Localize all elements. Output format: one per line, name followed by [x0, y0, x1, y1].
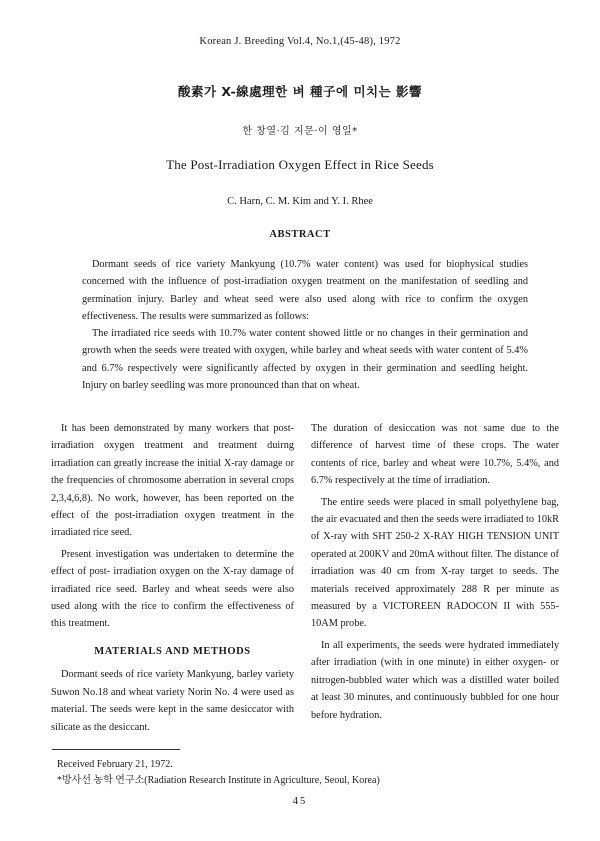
methods-paragraph-1: Dormant seeds of rice variety Mankyung, barley variety Suwon No.18 and wheat variety Norin No. 4 were used as material. The seeds were kept in the same desiccator with silicate as the desiccant.: [51, 669, 294, 733]
english-authors: C. Harn, C. M. Kim and Y. I. Rhee: [227, 196, 373, 207]
page-number: 45: [292, 796, 308, 807]
intro-paragraph-2: Present investigation was undertaken to determine the effect of post- irradiation oxygen on the X-ray damage of irradiated rice seed. Barley and wheat seeds were also used along with the rice to confirm the effectiveness of this treatment.: [51, 548, 294, 630]
abstract-block: [82, 256, 528, 394]
methods-paragraph-2: The duration of desiccation was not same due to the difference of harvest time of these crops. The water contents of rice, barley and wheat were 10.7%, 5.4%, and 6.7% respectively at the time of irradiation.: [311, 423, 559, 487]
abstract-heading: ABSTRACT: [269, 229, 331, 240]
intro-paragraph-1: It has been demonstrated by many workers that post-irradiation oxygen treatment and treatment duirng irradiation can greatly increase the initial X-ray damage or the frequencies of chromosome aberration in several crops 2,3,4,6,8). No work, however, has been reported on the effect of the post-irradiation oxygen treatment in the irradiated rice seed.: [51, 423, 294, 539]
korean-title: 酸素가 X-線處理한 벼 種子에 미치는 影響: [177, 84, 423, 99]
abstract-paragraph-2: The irradiated rice seeds with 10.7% water content showed little or no changes in their germination and growth when the seeds were treated with oxygen, while barley and wheat seeds with water content of 5.4% and 6.7% respectively were significantly affected by oxygen in their germination and seedling height. Injury on barley seedling was more pronounced than that on wheat.: [82, 328, 528, 392]
methods-heading: MATERIALS AND METHODS: [94, 645, 251, 657]
abstract-paragraph-1: Dormant seeds of rice variety Mankyung (10.7% water content) was used for biophysical studies concerned with the influence of post-irradiation oxygen treatment on the manifestation of seedling and germination injury. Barley and wheat seed were also used along with rice to confirm the oxygen effectiveness. The results were summarized as follows:: [82, 259, 528, 322]
footnote-divider: [52, 749, 180, 750]
journal-citation: Korean J. Breeding Vol.4, No.1,(45-48), 1972: [199, 36, 401, 47]
received-date: Received February 21, 1972.: [57, 759, 173, 770]
footnotes: [57, 757, 557, 789]
left-column: [51, 420, 294, 736]
author-affiliation: *방사선 농학 연구소(Radiation Research Institute in Agriculture, Seoul, Korea): [57, 775, 380, 786]
english-title: The Post-Irradiation Oxygen Effect in Rice Seeds: [166, 157, 434, 172]
methods-paragraph-4: In all experiments, the seeds were hydrated immediately after irradiation (with in one minute) in either oxygen- or nitrogen-bubbled water which was a distilled water boiled at least 30 minutes, and continuously bubbled for one hour before hydration.: [311, 639, 559, 721]
korean-authors: 한 창열·김 지문·이 영일*: [242, 126, 358, 137]
right-column: [311, 420, 559, 724]
methods-paragraph-3: The entire seeds were placed in small polyethylene bag, the air evacuated and then the seeds were irradiated to 10kR of X-ray with SHT 250-2 X-RAY HIGH TENSION UNIT operated at 200KV and 20mA without filter. The distance of irradiation was 40 cm from X-ray target to seeds. The materials received approximately 288 R per minute as measured by a VICTOREEN RADOCON II with 555-10AM probe.: [311, 496, 559, 630]
